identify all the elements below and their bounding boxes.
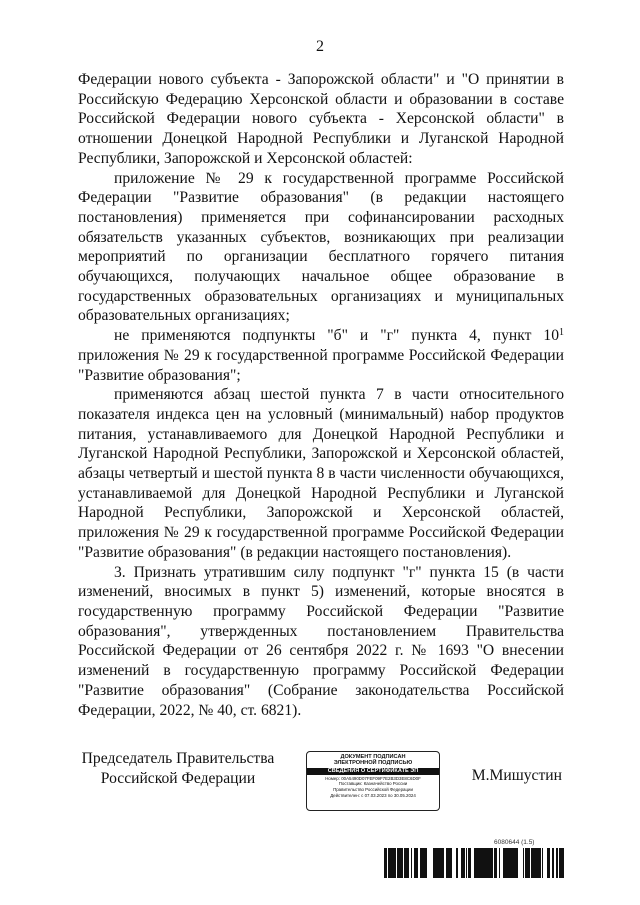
electronic-signature-stamp <box>306 751 440 811</box>
stamp-validity: Действителен: с 07.03.2023 по 30.05.2024 <box>330 792 416 798</box>
barcode <box>384 848 564 878</box>
stamp-serial: Номер: 00A5490D07FEF09F7E2B3D3E8C6D0F <box>325 775 421 781</box>
signatory-name: М.Мишустин <box>471 767 562 784</box>
paragraph-2: приложение № 29 к государственной программе Российской Федерации "Развитие образования" (в редакции настоящего постановления) применяется при софинансировании расходных обязательств указанных субъектов, возникающих при реализации мероприятий по организации бесплатного горячего питания обучающихся, получающих начальное общее образование в государственных образовательных организациях и муниципальных образовательных организациях; <box>78 169 564 325</box>
paragraph-3-text-after: приложения № 29 к государственной программе Российской Федерации "Развитие образования"; <box>78 346 564 384</box>
stamp-title-line-1: ДОКУМЕНТ ПОДПИСАН <box>340 754 406 760</box>
signatory-position-line-2: Российской Федерации <box>100 769 256 787</box>
stamp-owner: Правительство Российской Федерации <box>333 787 413 792</box>
paragraph-3 <box>78 326 564 385</box>
document-body <box>78 70 564 720</box>
signatory-position-line-1: Председатель Правительства <box>81 750 275 767</box>
stamp-certificate-band: СВЕДЕНИЯ О СЕРТИФИКАТЕ ЭП <box>307 768 439 775</box>
paragraph-5: 3. Признать утратившим силу подпункт "г" пункта 15 (в части изменений, вносимых в пункт 5) изменений, которые вносятся в государственную программу Российской Федерации "Развитие образования", утвержденных постановлением Правительства Российской Федерации от 26 сентября 2022 г. № 1693 "О внесении изменений в государственную программу Российской Федерации "Развитие образования" (Собрание законодательства Российской Федерации, 2022, № 40, ст. 6821). <box>78 563 564 719</box>
document-code: 6080644 (1.5) <box>494 839 535 846</box>
page-number: 2 <box>316 38 324 55</box>
superscript-mark: 1 <box>559 327 564 339</box>
paragraph-4: применяются абзац шестой пункта 7 в части относительного показателя индекса цен на условный (минимальный) набор продуктов питания, устанавливаемого для Донецкой Народной Республики и Луганской Народной Республики, Запорожской и Херсонской областей, абзацы четвертый и шестой пункта 8 в части численности обучающихся, устанавливаемой для Донецкой Народной Республики и Луганской Народной Республики, Запорожской и Херсонской областей, приложения № 29 к государственной программе Российской Федерации "Развитие образования" (в редакции настоящего постановления). <box>78 386 564 561</box>
signatory-position <box>78 749 278 788</box>
paragraph-1: Федерации нового субъекта - Запорожской области" и "О принятии в Российскую Федерацию Херсонской области и образовании в составе Российской Федерации нового субъекта - Херсонской области" в отношении Донецкой Народной Республики и Луганской Народной Республики, Запорожской и Херсонской областей: <box>78 71 564 167</box>
paragraph-3-text-before: не применяются подпункты "б" и "г" пункта 4, пункт 10 <box>114 327 559 345</box>
stamp-issuer: Поставщик: Казначейство России <box>338 781 408 787</box>
stamp-title-line-2: ЭЛЕКТРОННОЙ ПОДПИСЬЮ <box>333 760 413 767</box>
